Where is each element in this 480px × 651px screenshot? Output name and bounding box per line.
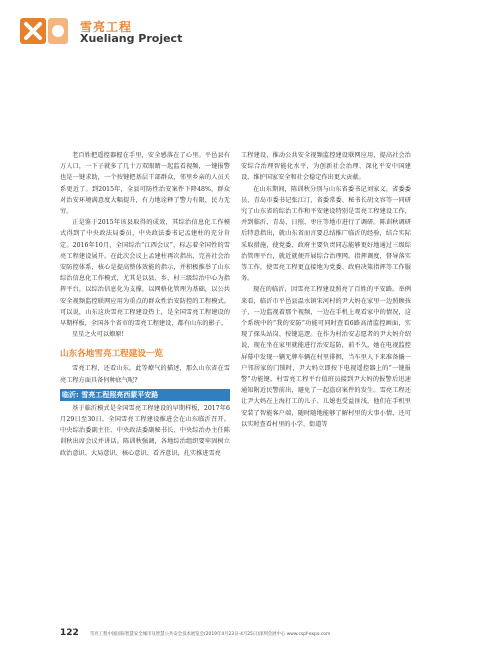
paragraph: 雪亮工程，还看山东。此等燎气的描述，那么山东省在雪亮工程方面具备何种底气呢? bbox=[60, 365, 230, 384]
sub-heading: 临沂: 雪亮工程照亮西蒙平安路 bbox=[60, 389, 230, 401]
page-number: 122 bbox=[60, 628, 79, 638]
paragraph: 老百姓把遥控器握在手里，安全感落在了心里。平邑县有万人口，一下子就多了几十万双眼睛一起监看视频，一键报警也是一键求助，一个按键把基层干部群众，邻里乡亲的人员关系更近了。到2015年，全县可防性治安案件下降48%，群众对治安环境满意度大幅提升，有力地诠释了警力有限，民力无穷。 bbox=[60, 152, 230, 216]
paragraph: 星星之火可以燎原! bbox=[72, 331, 124, 339]
paragraph: 基于临沂模式是全国雪亮工程建设的早期样板，2017年6月29日至30日，全国雪亮工程建设推进会在山东临沂召开。中央综治委副主任、中央政法委副秘书长、中央综治办主任陈训秋出席会议并讲话。陈训秋强调，各地综治组织要牢固树立政治意识、大局意识、核心意识、看齐意识，扎实推进雪亮 bbox=[60, 404, 230, 457]
paragraph: 工程建设，推动公共安全视频监控建设联网应用，提高社会治安综合治理智能化水平，为创新社会治理、深化平安中国建设、维护国家安全和社会稳定作出更大贡献。 bbox=[241, 152, 411, 182]
section-title-english: Xueliang Project bbox=[80, 32, 183, 45]
section-heading: 山东各地雪亮工程建设一览 bbox=[60, 349, 164, 360]
paragraph: 正是鉴于2015年该县取得的成效，其综治信息化工作模式得到了中央政法局委员，中央政法委书记孟建柱的充分肯定。2016年10月，全国综治“江西会议”，标志着全国性的雪亮工程建设展开。在此次会议上孟建柱再次指出，完善社会治安防控体系，核心是提高整体效能的指示，并积极推举了山东综治信息化工作模式，尤其是以县、乡、村三级综治中心为指挥平台，以综治信息化为支撑，以网格化管理为基础，以公共安全视频监控联网应用为重点的群众性治安防控的工程模式。可以说，山东这块雪亮工程建设热土，是全国雪亮工程建设的早期样板，全国各个省市的雪亮工程建设，都有山东的影子。 bbox=[60, 219, 230, 328]
section-title: 雪亮工程 bbox=[80, 20, 133, 34]
left-text-column bbox=[60, 150, 230, 459]
paragraph: 在山东期间，陈训秋分别与山东省委书记刘家义，省委委员、青岛市委书记张江汀，省委常委、秘书长胡文容等一同研究了山东省的综治工作和平安建设特别是雪亮工程建设工作，并到临沂、青岛、日照、枣庄等地市进行了调研。陈训秋调研后特意指出，就山东省而言要总结推广临沂的经验，结合实际采取措施，使党委、政府主要负责同志能够更好地通过三级综治管理平台，就近就便开展综合治理网。指挥调度，督导落实等工作，使雪亮工程更直接地为党委、政府决策指挥等工作服务。 bbox=[241, 185, 411, 283]
xueliang-logo-icon bbox=[20, 16, 76, 46]
paragraph: 现在的临沂，因雪亮工程建设照亮了百姓的平安路。举例来看，临沂市平邑县温水镇宋河村的尹大妈在家里一边照顾孩子，一边监视着那个视频，一边在手机上观看家中的情况，这个系统中的“我的安防”功能可同时查看6路高清监控画面，实现了探头站岗、按键巡逻。在作为村治安志愿者的尹大妈介绍说，现在坐在家里就能进行治安巡防，前不久，她在电视监控屏幕中发现一辆无牌车辆在村里徘徊，当车里人下来准备撬一户邻居家的门锁时，尹大妈立即按下电视遥控器上的“一键报警”功能键，村雪亮工程平台值班员接到尹大妈的报警后迅速通知附近民警前出，避免了一起盗窃案件的发生。雪亮工程还让尹大妈在上海打工的儿子、儿媳也受益匪浅，他们在手机里安装了智能客户端，随时随地能够了解村里的大事小情，还可以实时查看村里的小学、街道等 bbox=[241, 286, 411, 428]
page-footer bbox=[60, 620, 420, 639]
footer-text: 雪亮工程中国国际智慧安全城市及智慧公共安全技术展览会(2019年4月23日-4月25日)深圳会展中心 www.cspf-expo.com bbox=[89, 632, 331, 637]
right-text-column bbox=[241, 150, 411, 430]
